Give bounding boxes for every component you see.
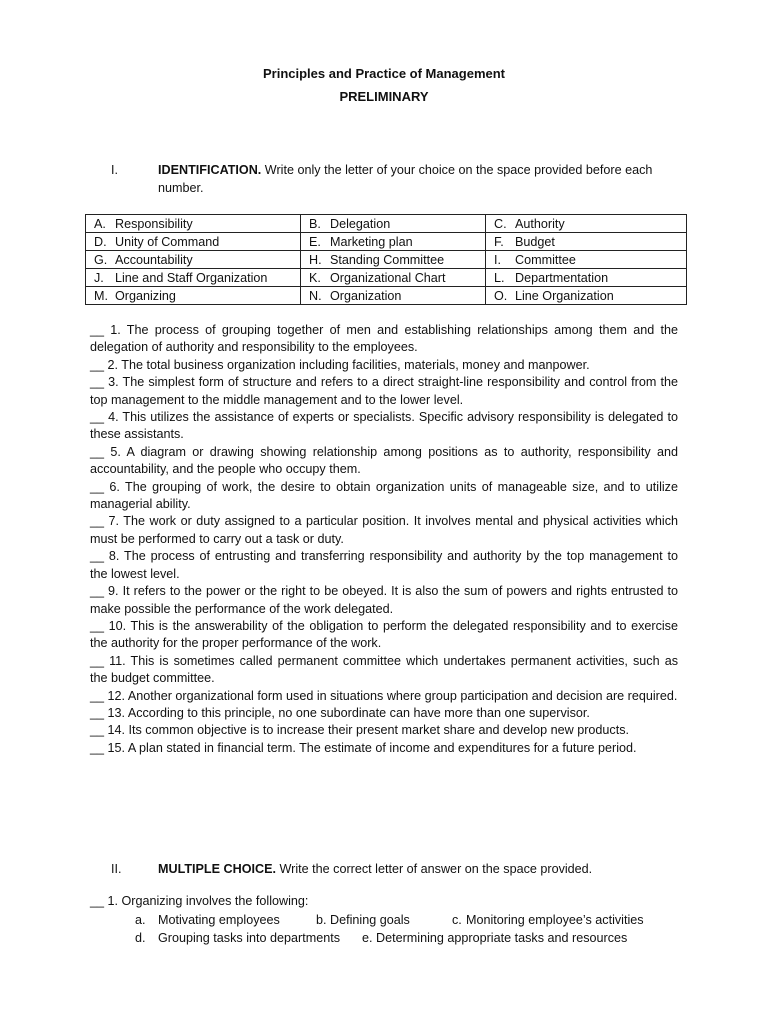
choice-letter: A. [94, 216, 106, 231]
choice-cell [86, 251, 301, 269]
identification-item: __ 4. This utilizes the assistance of experts or specialists. Specific advisory responsibility is delegated to these assistants. [90, 410, 678, 442]
identification-item: __ 2. The total business organization including facilities, materials, money and manpower. [90, 357, 590, 372]
choice-letter: H. [309, 252, 322, 267]
choice-cell [301, 287, 486, 305]
choice-cell [486, 233, 687, 251]
document-subtitle: PRELIMINARY [339, 89, 429, 104]
section-instruction: Write only the letter of your choice on the space provided before each number. [158, 163, 653, 195]
choice-letter: O. [494, 288, 508, 303]
choice-cell [86, 233, 301, 251]
identification-item: __ 8. The process of entrusting and transferring responsibility and authority by the top management to the lowest level. [90, 549, 678, 581]
choice-text: Line Organization [515, 288, 614, 303]
identification-item: __ 12. Another organizational form used in situations where group participation and decision are required. [90, 688, 678, 703]
choice-letter: L. [494, 270, 505, 285]
choice-letter: B. [309, 216, 321, 231]
choices-row [86, 251, 687, 269]
choice-text: Organizational Chart [330, 270, 446, 285]
choice-letter: N. [309, 288, 322, 303]
choice-letter: I. [494, 252, 501, 267]
identification-item: __ 9. It refers to the power or the right to be obeyed. It is also the sum of powers and rights entrusted to make possible the performance of the work delegated. [90, 584, 678, 616]
identification-item: __ 1. The process of grouping together of men and establishing relationships among them and the delegation of authority and responsibility to the employees. [90, 323, 678, 355]
choice-text: Budget [515, 234, 555, 249]
choice-letter: D. [94, 234, 107, 249]
choice-cell [86, 269, 301, 287]
mc-option: e. Determining appropriate tasks and resources [362, 931, 628, 945]
identification-item: __ 13. According to this principle, no one subordinate can have more than one supervisor. [90, 705, 590, 720]
choice-cell [486, 215, 687, 233]
choice-text: Unity of Command [115, 234, 220, 249]
choice-letter: K. [309, 270, 321, 285]
section-heading: IDENTIFICATION. [158, 163, 262, 177]
choice-text: Marketing plan [330, 234, 413, 249]
choices-row [86, 269, 687, 287]
choice-text: Accountability [115, 252, 193, 267]
choice-text: Organization [330, 288, 402, 303]
choice-letter: J. [94, 270, 104, 285]
identification-item: __ 6. The grouping of work, the desire to obtain organization units of manageable size, and to utilize managerial ability. [90, 479, 678, 512]
choices-table [85, 214, 687, 305]
section-identification-heading [111, 162, 671, 197]
identification-item: __ 15. A plan stated in financial term. The estimate of income and expenditures for a future period. [90, 740, 637, 755]
choice-text: Organizing [115, 288, 176, 303]
mc-option: a. Motivating employees [135, 913, 280, 927]
choice-text: Departmentation [515, 270, 609, 285]
document-title: Principles and Practice of Management [262, 66, 506, 81]
section-instruction: Write the correct letter of answer on the space provided. [276, 862, 593, 876]
choice-letter: M. [94, 288, 108, 303]
section-number: II. [111, 862, 122, 876]
choice-text: Delegation [330, 216, 391, 231]
choices-row [86, 215, 687, 233]
choice-cell [301, 215, 486, 233]
choice-text: Committee [515, 252, 576, 267]
choice-cell [486, 287, 687, 305]
identification-item: __ 11. This is sometimes called permanent committee which undertakes permanent activities, such as the budget committee. [90, 653, 678, 686]
section-number: I. [111, 163, 118, 177]
mc-option: b. Defining goals [316, 913, 410, 927]
choice-text: Line and Staff Organization [115, 270, 268, 285]
mc-option: d. Grouping tasks into departments [135, 931, 341, 945]
choice-letter: C. [494, 216, 507, 231]
choice-cell [301, 269, 486, 287]
identification-item: __ 14. Its common objective is to increase their present market share and develop new products. [90, 723, 630, 738]
choice-text: Responsibility [115, 216, 193, 231]
choices-row [86, 287, 687, 305]
identification-item: __ 10. This is the answerability of the obligation to perform the delegated responsibility and to exercise the authority for the proper performance of the work. [90, 618, 678, 651]
choice-letter: G. [94, 252, 108, 267]
mc-option: c. Monitoring employee’s activities [452, 913, 644, 927]
choice-cell [86, 287, 301, 305]
choice-cell [301, 233, 486, 251]
identification-items [90, 322, 678, 757]
choice-text: Standing Committee [330, 252, 445, 267]
mc-question: __ 1. Organizing involves the following: [90, 894, 309, 908]
choice-cell [301, 251, 486, 269]
choice-text: Authority [515, 216, 565, 231]
choice-cell [486, 269, 687, 287]
choice-cell [486, 251, 687, 269]
choice-letter: E. [309, 234, 321, 249]
choices-row [86, 233, 687, 251]
identification-item: __ 5. A diagram or drawing showing relationship among positions as to authority, responsibility and accountability, and the people who occupy them. [90, 444, 678, 477]
choice-cell [86, 215, 301, 233]
section-heading: MULTIPLE CHOICE. [158, 862, 277, 876]
identification-item: __ 3. The simplest form of structure and refers to a direct straight-line responsibility and control from the top management to the middle management and to the lower level. [90, 375, 678, 407]
section-multiple-choice-heading [111, 861, 671, 879]
choice-letter: F. [494, 234, 504, 249]
identification-item: __ 7. The work or duty assigned to a particular position. It involves mental and physical activities which must be performed to carry out a task or duty. [90, 514, 678, 546]
